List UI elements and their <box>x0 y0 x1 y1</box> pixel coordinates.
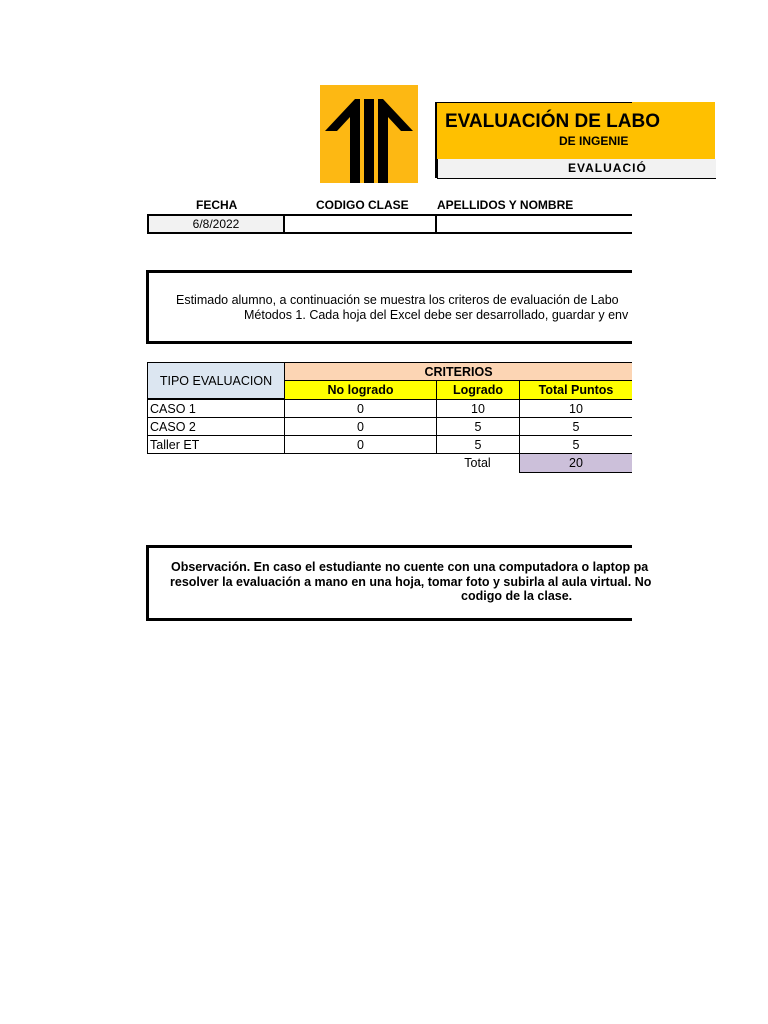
table-cell-logrado: 5 <box>436 417 519 435</box>
page-subtitle: EVALUACIÓ <box>568 161 647 175</box>
codigo-clase-field[interactable] <box>285 216 437 232</box>
criterios-header: CRITERIOS <box>284 362 632 380</box>
instructions-box <box>146 270 632 344</box>
table-cell-no-logrado: 0 <box>284 417 436 435</box>
codigo-clase-label: CODIGO CLASE <box>316 198 409 212</box>
observation-box <box>146 545 652 621</box>
table-row-tipo: CASO 1 <box>147 399 284 417</box>
table-row-tipo: CASO 2 <box>147 417 284 435</box>
total-value: 20 <box>519 454 632 473</box>
apellidos-nombre-label: APELLIDOS Y NOMBRE <box>437 198 574 212</box>
page-title-line2: DE INGENIE <box>559 134 629 148</box>
column-header-logrado: Logrado <box>436 380 519 399</box>
fecha-label: FECHA <box>196 198 238 212</box>
table-cell-total-puntos: 5 <box>519 435 632 454</box>
table-cell-total-puntos: 10 <box>519 399 632 417</box>
column-header-total-puntos: Total Puntos <box>519 380 632 399</box>
table-cell-no-logrado: 0 <box>284 435 436 454</box>
total-label: Total <box>464 456 491 470</box>
title-border <box>435 102 437 178</box>
observation-line2: resolver la evaluación a mano en una hoja, tomar foto y subirla al aula virtual. No <box>170 575 652 589</box>
table-cell-logrado: 10 <box>436 399 519 417</box>
evaluation-criteria-table <box>147 362 632 473</box>
column-header-no-logrado: No logrado <box>284 380 436 399</box>
apellidos-nombre-field[interactable] <box>437 216 637 232</box>
table-cell-no-logrado: 0 <box>284 399 436 417</box>
title-banner <box>435 102 715 159</box>
observation-line3: codigo de la clase. <box>461 589 573 603</box>
university-logo <box>320 85 418 183</box>
tipo-evaluacion-header: TIPO EVALUACION <box>147 362 284 399</box>
table-cell-logrado: 5 <box>436 435 519 454</box>
student-info-row <box>147 214 632 234</box>
title-subtitle-bar <box>437 159 716 179</box>
title-border-top <box>435 102 632 103</box>
observation-line1: Observación. En caso el estudiante no cuente con una computadora o laptop pa <box>171 560 649 574</box>
instructions-line1: Estimado alumno, a continuación se muestra los criteros de evaluación de Labo <box>176 293 619 307</box>
fecha-field[interactable]: 6/8/2022 <box>149 216 285 232</box>
instructions-line2: Métodos 1. Cada hoja del Excel debe ser desarrollado, guardar y env <box>244 308 629 322</box>
table-cell-total-puntos: 5 <box>519 417 632 435</box>
table-row-tipo: Taller ET <box>147 435 284 454</box>
page-title: EVALUACIÓN DE LABO <box>445 111 660 132</box>
arrow-logo-icon <box>320 85 418 183</box>
